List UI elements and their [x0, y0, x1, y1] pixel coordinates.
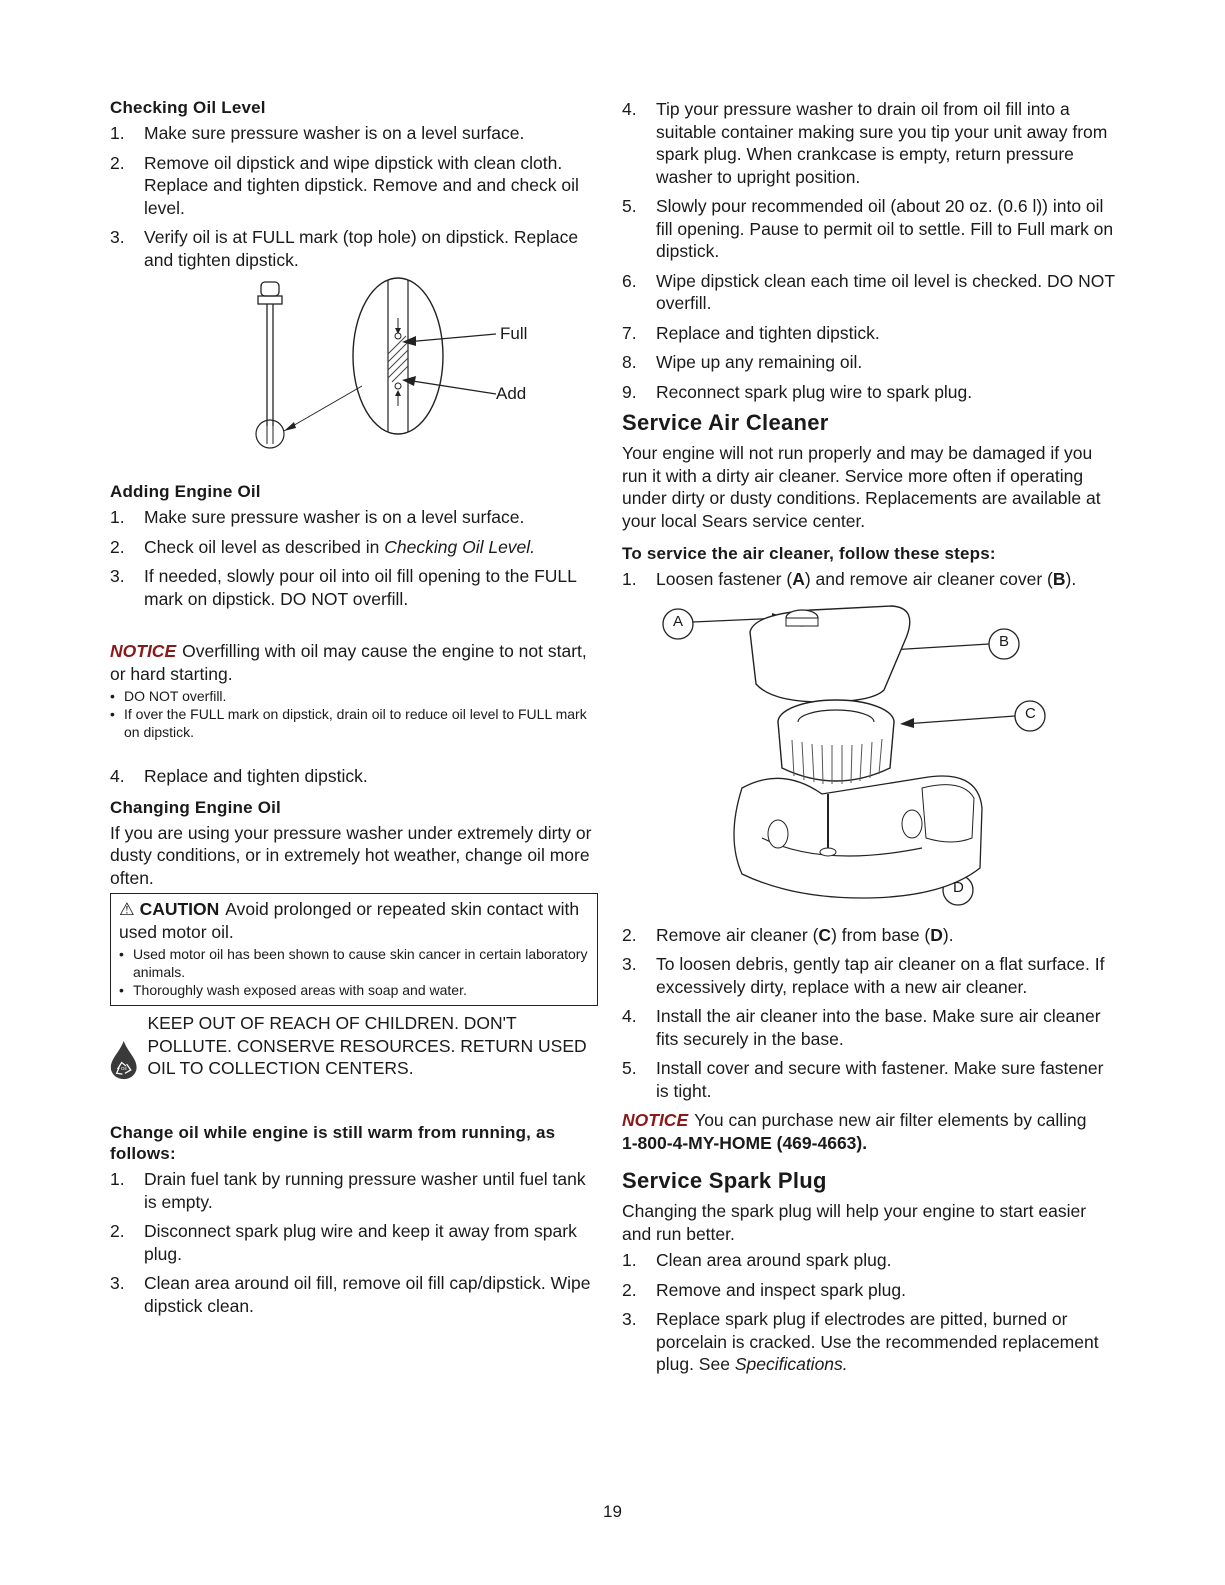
- air-cleaner-subheading: To service the air cleaner, follow these steps:: [622, 544, 996, 563]
- spark-plug-steps: [622, 1249, 1118, 1376]
- warm-oil-steps: [110, 1168, 598, 1317]
- caution-tag: ⚠ CAUTION: [119, 899, 220, 919]
- air-cleaner-figure: [622, 598, 1118, 924]
- callout-b: B: [999, 632, 1010, 650]
- list-item: • Used motor oil has been shown to cause skin cancer in certain laboratory animals.: [119, 945, 589, 981]
- service-spark-plug-heading: Service Spark Plug: [622, 1168, 827, 1193]
- list-item: 1. Loosen fastener (A) and remove air cleaner cover (B).: [622, 569, 1077, 589]
- list-item: 1. Make sure pressure washer is on a level surface.: [110, 507, 525, 527]
- changing-oil-text: If you are using your pressure washer under extremely dirty or dusty conditions, or in extremely hot weather, change oil more often.: [110, 822, 592, 888]
- page-number: 19: [603, 1502, 622, 1521]
- air-cleaner-steps: [622, 924, 1118, 1103]
- callout-c: C: [1025, 704, 1036, 722]
- list-item: 3. Clean area around oil fill, remove oil fill cap/dipstick. Wipe dipstick clean.: [110, 1273, 591, 1316]
- notice-bullets: [110, 687, 598, 741]
- list-item: 2. Remove and inspect spark plug.: [622, 1279, 906, 1300]
- list-item: 3. Verify oil is at FULL mark (top hole) on dipstick. Replace and tighten dipstick.: [110, 227, 579, 270]
- adding-oil-steps: [110, 506, 598, 610]
- dipstick-illustration: [110, 276, 598, 476]
- callout-d: D: [953, 878, 964, 896]
- service-air-cleaner-heading: Service Air Cleaner: [622, 410, 829, 435]
- add-label: Add: [496, 384, 527, 403]
- list-item: 1. Make sure pressure washer is on a level surface.: [110, 123, 525, 143]
- right-column: [622, 98, 1118, 1383]
- spark-plug-text: Changing the spark plug will help your engine to start easier and run better.: [622, 1201, 1087, 1244]
- list-item: 2. Check oil level as described in Checking Oil Level.: [110, 536, 536, 557]
- specifications-ref: Specifications.: [734, 1354, 848, 1374]
- air-cleaner-text: Your engine will not run properly and may be damaged if you run it with a dirty air cleaner. Service more often if operating under dirty or dusty conditions. Replacements are available at your local Sears service center.: [622, 443, 1101, 531]
- list-item: 3. To loosen debris, gently tap air cleaner on a flat surface. If excessively dirty, replace with a new air cleaner.: [622, 954, 1105, 997]
- list-item: 4. Tip your pressure washer to drain oil from oil fill into a suitable container making sure you tip your unit away from spark plug. When crankcase is empty, return pressure washer to upright position.: [622, 99, 1108, 187]
- recycle-oil-drop-icon: [110, 1012, 137, 1108]
- list-item: 3. Replace spark plug if electrodes are pitted, burned or porcelain is cracked. Use the recommended replacement plug. See Specifications.: [622, 1309, 1099, 1374]
- caution-box: ⚠ CAUTION Avoid prolonged or repeated skin contact with used motor oil. • Used motor oil has been shown to cause skin cancer in certain laboratory animals. • Thoroughly wash exposed areas with soap and water.: [110, 893, 598, 1006]
- list-item: 2. Remove oil dipstick and wipe dipstick with clean cloth. Replace and tighten dipstick. Remove and and check oil level.: [110, 152, 579, 218]
- list-item: 4. Replace and tighten dipstick.: [110, 766, 368, 786]
- list-item: 4. Install the air cleaner into the base. Make sure air cleaner fits securely in the base.: [622, 1006, 1101, 1049]
- list-item: • If over the FULL mark on dipstick, drain oil to reduce oil level to FULL mark on dipstick.: [110, 705, 598, 741]
- notice-tag: NOTICE: [110, 641, 177, 661]
- adding-oil-heading: Adding Engine Oil: [110, 482, 261, 501]
- list-item: 9. Reconnect spark plug wire to spark plug.: [622, 381, 973, 402]
- left-column: [110, 98, 598, 1324]
- step-4-list: [110, 765, 598, 788]
- list-item: • Thoroughly wash exposed areas with soap and water.: [119, 981, 589, 999]
- checking-oil-ref: Checking Oil Level.: [384, 536, 536, 557]
- air-cleaner-step-1: [622, 568, 1118, 591]
- list-item: 8. Wipe up any remaining oil.: [622, 352, 863, 372]
- list-item: 1. Clean area around spark plug.: [622, 1250, 892, 1270]
- list-item: 2. Disconnect spark plug wire and keep it away from spark plug.: [110, 1221, 577, 1264]
- full-label: Full: [500, 324, 528, 343]
- recycle-text: KEEP OUT OF REACH OF CHILDREN. DON'T POLLUTE. CONSERVE RESOURCES. RETURN USED OIL TO COLLECTION CENTERS.: [147, 1013, 587, 1078]
- list-item: 7. Replace and tighten dipstick.: [622, 322, 880, 343]
- notice-filter: NOTICE You can purchase new air filter elements by calling 1-800-4-MY-HOME (469-4663).: [622, 1110, 1087, 1153]
- caution-bullets: [119, 945, 589, 999]
- notice-overfill: NOTICE Overfilling with oil may cause the engine to not start, or hard starting. • DO NOT overfill. • If over the FULL mark on dipstick, drain oil to reduce oil level to FULL mark on dipstick.: [110, 640, 598, 741]
- air-cleaner-illustration: [622, 598, 1118, 924]
- recycle-logo-text: Oil: [120, 1065, 127, 1071]
- list-item: 3. If needed, slowly pour oil into oil fill opening to the FULL mark on dipstick. DO NOT overfill.: [110, 566, 577, 609]
- warm-oil-heading: Change oil while engine is still warm from running, as follows:: [110, 1123, 556, 1163]
- checking-oil-steps: [110, 122, 598, 271]
- list-item: 2. Remove air cleaner (C) from base (D).: [622, 924, 954, 945]
- notice-tag: NOTICE: [622, 1110, 689, 1130]
- list-item: 5. Install cover and secure with fastener. Make sure fastener is tight.: [622, 1058, 1104, 1101]
- list-item: 5. Slowly pour recommended oil (about 20 oz. (0.6 l)) into oil fill opening. Pause to permit oil to settle. Fill to Full mark on dipstick.: [622, 196, 1114, 261]
- warning-icon: ⚠: [119, 899, 135, 919]
- changing-oil-heading: Changing Engine Oil: [110, 797, 281, 817]
- list-item: 1. Drain fuel tank by running pressure washer until fuel tank is empty.: [110, 1169, 586, 1212]
- dipstick-figure: [110, 276, 598, 476]
- checking-oil-heading: Checking Oil Level: [110, 98, 266, 117]
- recycle-notice: [110, 1012, 598, 1108]
- continued-steps: [622, 98, 1118, 403]
- phone-number: 1-800-4-MY-HOME (469-4663).: [622, 1132, 868, 1153]
- callout-a: A: [673, 612, 684, 630]
- list-item: 6. Wipe dipstick clean each time oil level is checked. DO NOT overfill.: [622, 270, 1115, 313]
- list-item: • DO NOT overfill.: [110, 687, 598, 705]
